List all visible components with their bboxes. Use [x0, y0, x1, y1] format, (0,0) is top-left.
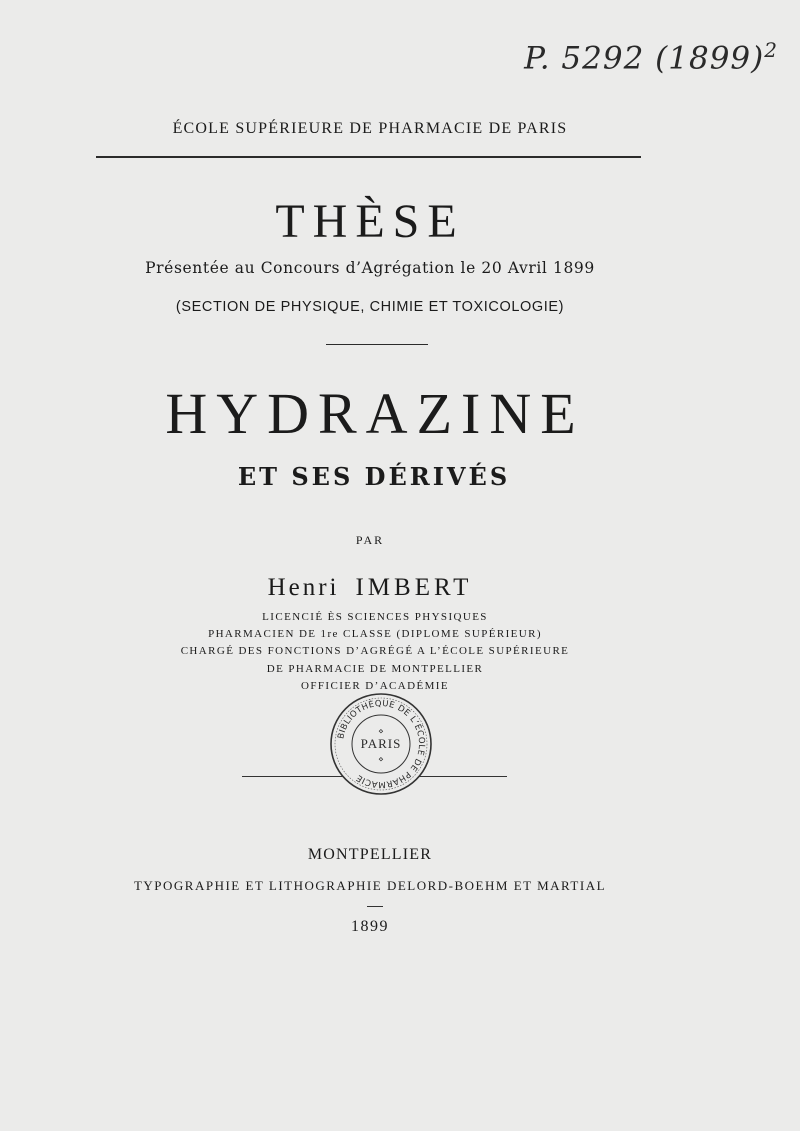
stamp-ring-text: BIBLIOTHÈQUE DE L’ÉCOLE DE PHARMACIE	[336, 698, 427, 790]
subtitle: ET SES DÉRIVÉS	[237, 462, 511, 491]
shelfmark-text: P. 5292 (1899)	[524, 40, 765, 77]
imprint-city: MONTPELLIER	[307, 846, 433, 863]
qualification-line: CHARGÉ DES FONCTIONS D’AGRÉGÉ A L’ÉCOLE SUPÉRIEURE	[180, 645, 570, 658]
presented-line: Présentée au Concours d’Agrégation le 20 Avril 1899	[145, 259, 595, 277]
year-dash	[367, 906, 383, 907]
imprint-printer: TYPOGRAPHIE ET LITHOGRAPHIE DELORD-BOEHM ET MARTIAL	[133, 878, 607, 893]
author-last-name: IMBERT	[355, 574, 473, 601]
imprint-year: 1899	[351, 918, 389, 935]
shelfmark-annotation	[524, 38, 778, 76]
section-line: (SECTION DE PHYSIQUE, CHIMIE ET TOXICOLOGIE)	[175, 299, 565, 315]
qualification-line: DE PHARMACIE DE MONTPELLIER	[266, 662, 484, 675]
author-name	[0, 574, 740, 602]
stamp-center-text: PARIS	[360, 736, 402, 751]
header-rule	[96, 156, 641, 158]
stamp-ornament-bottom: ⋄	[378, 754, 384, 764]
main-title: HYDRAZINE	[165, 381, 585, 446]
title-divider	[326, 344, 428, 345]
par-label: PAR	[355, 533, 385, 547]
library-stamp	[329, 692, 433, 796]
qualification-line: LICENCIÉ ÈS SCIENCES PHYSIQUES	[262, 611, 488, 623]
author-first-name: Henri	[267, 574, 340, 601]
stamp-ornament-top: ⋄	[378, 726, 384, 736]
shelfmark-superscript: 2	[764, 38, 778, 62]
qualification-line: OFFICIER D’ACADÉMIE	[301, 679, 449, 692]
qualification-line: PHARMACIEN DE 1re CLASSE (DIPLOME SUPÉRIEUR)	[208, 628, 542, 641]
school-name: ÉCOLE SUPÉRIEURE DE PHARMACIE DE PARIS	[172, 120, 568, 137]
author-qualifications	[0, 609, 750, 695]
these-heading: THÈSE	[275, 195, 465, 248]
